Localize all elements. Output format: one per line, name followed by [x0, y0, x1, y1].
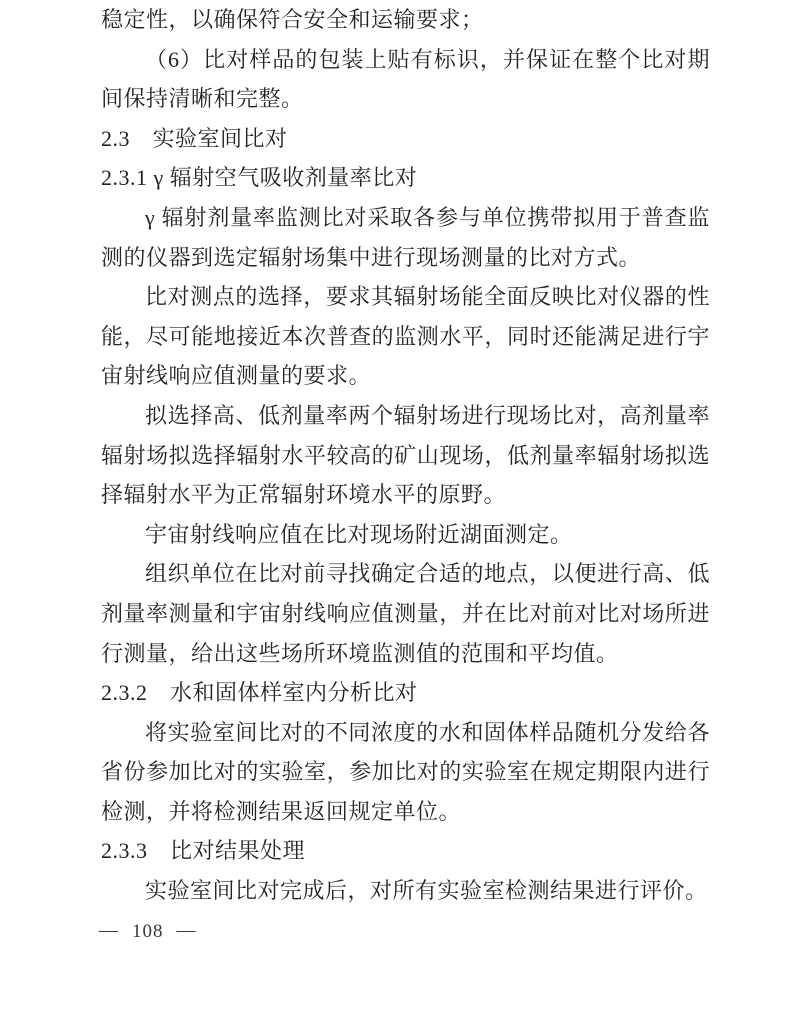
paragraph-gamma-method: γ 辐射剂量率监测比对采取各参与单位携带拟用于普查监测的仪器到选定辐射场集中进行现场测量的比对方式。	[101, 204, 710, 270]
section-heading-2-3-1: 2.3.1 γ 辐射空气吸收剂量率比对	[101, 165, 418, 191]
page-footer	[99, 921, 197, 943]
paragraph-measure-point-selection: 比对测点的选择，要求其辐射场能全面反映比对仪器的性能，尽可能地接近本次普查的监测水平，同时还能满足进行宇宙射线响应值测量的要求。	[101, 284, 710, 389]
paragraph-item-6: （6）比对样品的包装上贴有标识，并保证在整个比对期间保持清晰和完整。	[101, 46, 710, 112]
section-heading-2-3-2: 2.3.2 水和固体样室内分析比对	[101, 680, 418, 706]
paragraph-sample-distribution: 将实验室间比对的不同浓度的水和固体样品随机分发给各省份参加比对的实验室，参加比对的实验室在规定期限内进行检测，并将检测结果返回规定单位。	[101, 719, 710, 824]
section-heading-2-3-3: 2.3.3 比对结果处理	[101, 838, 306, 864]
paragraph-cosmic-ray-response: 宇宙射线响应值在比对现场附近湖面测定。	[145, 521, 573, 547]
document-body	[101, 0, 710, 911]
footer-dash-left: —	[99, 920, 119, 941]
paragraph-continued: 稳定性，以确保符合安全和运输要求；	[101, 7, 484, 32]
footer-dash-right: —	[176, 920, 197, 941]
paragraph-organizer-site-selection: 组织单位在比对前寻找确定合适的地点，以便进行高、低剂量率测量和宇宙射线响应值测量，并在比对前对比对场所进行测量，给出这些场所环境监测值的范围和平均值。	[101, 561, 710, 666]
page-number: 108	[132, 921, 164, 942]
paragraph-result-evaluation: 实验室间比对完成后，对所有实验室检测结果进行评价。	[145, 878, 708, 904]
paragraph-high-low-dose-fields: 拟选择高、低剂量率两个辐射场进行现场比对，高剂量率辐射场拟选择辐射水平较高的矿山现场，低剂量率辐射场拟选择辐射水平为正常辐射环境水平的原野。	[101, 402, 710, 508]
section-heading-2-3: 2.3 实验室间比对	[101, 125, 288, 151]
